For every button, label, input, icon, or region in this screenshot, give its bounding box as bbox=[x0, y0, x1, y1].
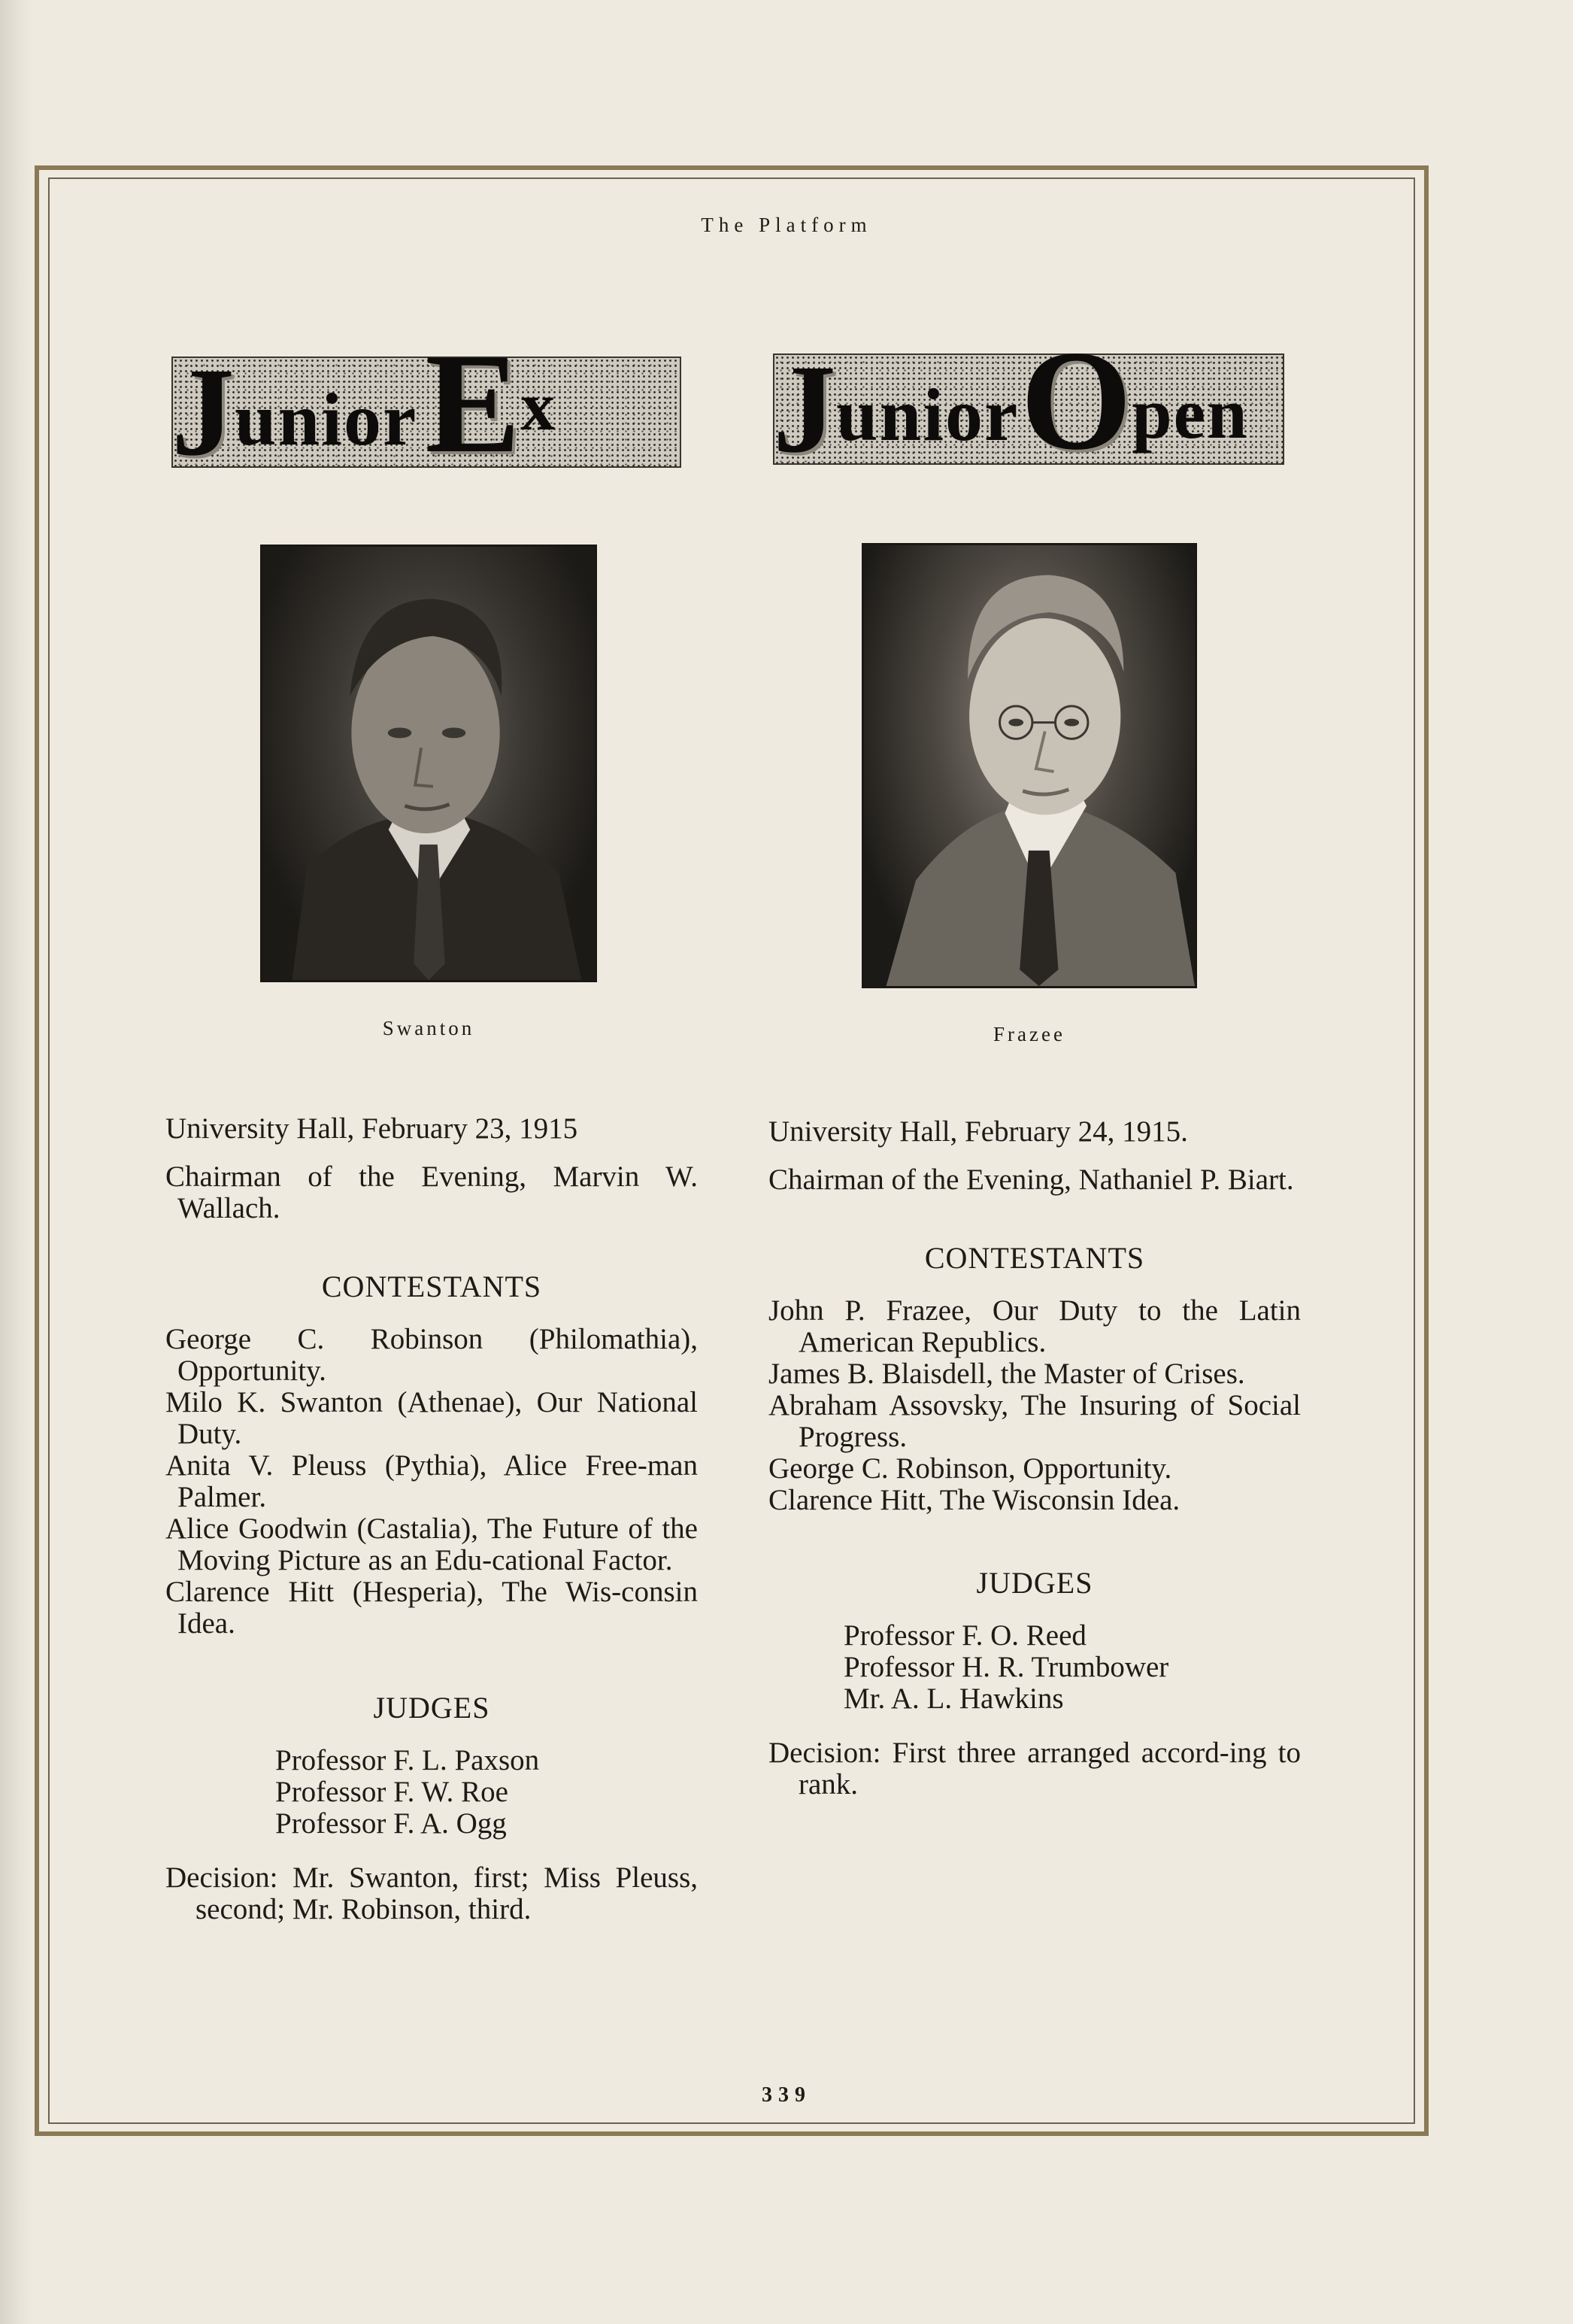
judge-name: Mr. A. L. Hawkins bbox=[844, 1682, 1064, 1715]
banner-word: x bbox=[520, 368, 557, 444]
judge-name: Professor F. A. Ogg bbox=[275, 1807, 507, 1840]
banner-word: unior bbox=[836, 373, 1020, 457]
judges-heading: JUDGES bbox=[976, 1566, 1093, 1600]
banner-word: unior bbox=[235, 378, 418, 461]
contestant-entry: Clarence Hitt (Hesperia), The Wis-consin Idea. bbox=[165, 1576, 698, 1640]
judge-name: Professor F. L. Paxson bbox=[275, 1744, 540, 1776]
contestant-entry: Alice Goodwin (Castalia), The Future of the Moving Picture as an Edu-cational Factor. bbox=[165, 1512, 698, 1576]
decision-text: Decision: Mr. Swanton, first; Miss Pleuss, second; Mr. Robinson, third. bbox=[165, 1861, 698, 1925]
swanton-caption: Swanton bbox=[382, 1017, 475, 1039]
banner-initial: J bbox=[171, 342, 235, 482]
judge-name: Professor F. O. Reed bbox=[844, 1619, 1087, 1652]
frazee-caption: Frazee bbox=[993, 1023, 1065, 1045]
contestant-entry: Abraham Assovsky, The Insuring of Social Progress. bbox=[768, 1389, 1301, 1453]
contestants-heading: CONTESTANTS bbox=[321, 1270, 542, 1303]
banner-initial: E bbox=[425, 325, 521, 483]
contestant-entry: Anita V. Pleuss (Pythia), Alice Free-man Palmer. bbox=[165, 1449, 698, 1513]
contestants-heading: CONTESTANTS bbox=[924, 1241, 1145, 1275]
running-head: The Platform bbox=[701, 214, 872, 236]
judge-name: Professor H. R. Trumbower bbox=[844, 1651, 1169, 1683]
event-venue-date: University Hall, February 24, 1915. bbox=[768, 1115, 1188, 1148]
junior-ex-column bbox=[165, 1113, 698, 1925]
frazee-portrait-photo bbox=[862, 543, 1197, 988]
contestant-entry: James B. Blaisdell, the Master of Crises. bbox=[768, 1358, 1245, 1390]
contestant-entry: Clarence Hitt, The Wisconsin Idea. bbox=[768, 1484, 1181, 1516]
contestant-entry: Milo K. Swanton (Athenae), Our National Duty. bbox=[165, 1386, 698, 1450]
junior-open-banner bbox=[773, 322, 1284, 480]
page-gutter-shade bbox=[0, 0, 33, 2324]
judges-heading: JUDGES bbox=[373, 1691, 490, 1725]
banner-word: pen bbox=[1132, 373, 1249, 454]
event-chairman: Chairman of the Evening, Marvin W. Wallach. bbox=[165, 1160, 698, 1224]
contestant-entry: George C. Robinson (Philomathia), Opportunity. bbox=[165, 1323, 698, 1387]
contestant-entry: John P. Frazee, Our Duty to the Latin American Republics. bbox=[768, 1294, 1301, 1358]
event-chairman: Chairman of the Evening, Nathaniel P. Biart. bbox=[768, 1164, 1294, 1196]
banner-initial: O bbox=[1020, 322, 1132, 480]
judge-name: Professor F. W. Roe bbox=[275, 1776, 508, 1808]
page-number: 339 bbox=[762, 2083, 811, 2107]
junior-ex-banner bbox=[171, 325, 681, 483]
event-venue-date: University Hall, February 23, 1915 bbox=[165, 1112, 578, 1145]
banner-initial: J bbox=[773, 339, 836, 479]
swanton-portrait-photo bbox=[260, 545, 597, 982]
decision-text: Decision: First three arranged accord-ing to rank. bbox=[768, 1737, 1301, 1801]
junior-open-column bbox=[768, 1116, 1301, 1801]
contestant-entry: George C. Robinson, Opportunity. bbox=[768, 1452, 1172, 1485]
